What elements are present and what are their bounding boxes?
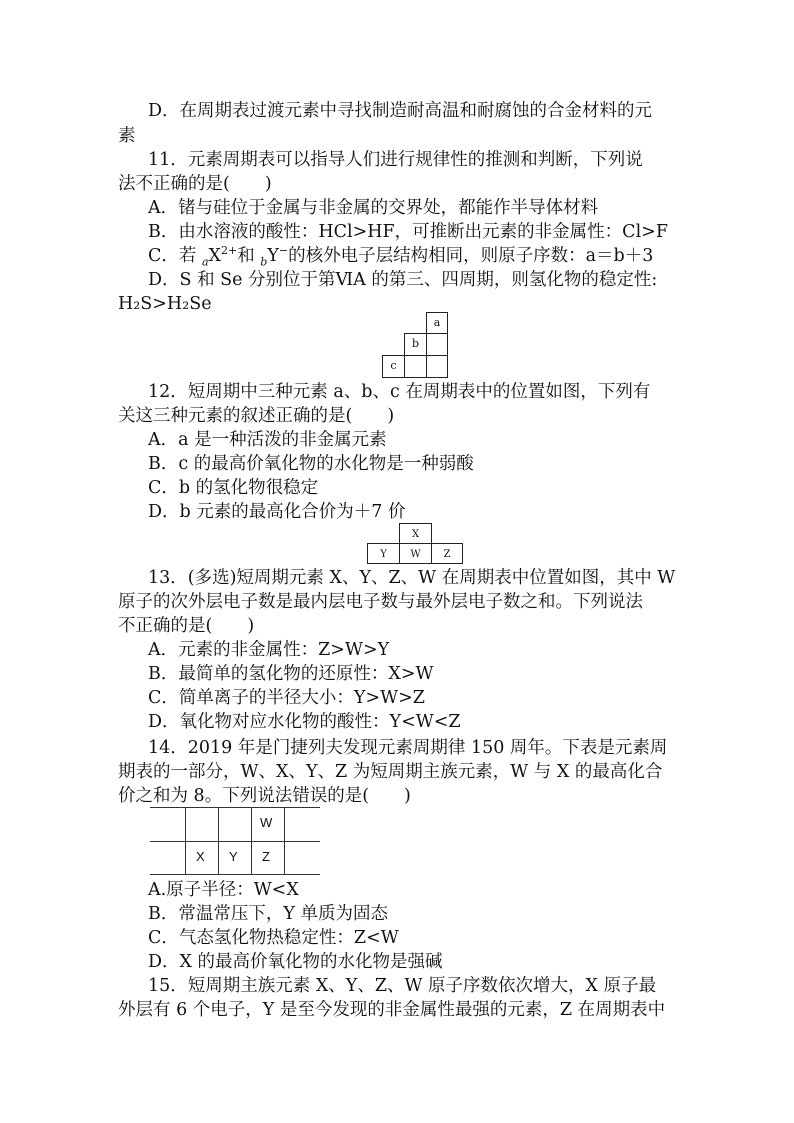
q13-label-w: W [410, 549, 421, 560]
q14-rule-v4 [284, 807, 285, 875]
q11-c-y-charge: − [278, 244, 289, 258]
q11-c-sub-a: a [201, 255, 209, 269]
q12-stem-line1: 12．短周期中三种元素 a、b、c 在周期表中的位置如图，下列有 [148, 382, 651, 402]
q11-c-and: 和 [237, 246, 255, 266]
q13-figure-grid [367, 523, 463, 564]
q12-label-a: a [433, 316, 441, 329]
q13-label-x: X [411, 529, 420, 540]
q14-label-z: Z [262, 849, 270, 864]
q13-stem-line2: 原子的次外层电子数是最内层电子数与最外层电子数之和。下列说法 [118, 592, 643, 612]
q15-stem-line1: 15．短周期主族元素 X、Y、Z、W 原子序数依次增大，X 原子最 [148, 976, 657, 996]
q14-stem-line3: 价之和为 8。下列说法错误的是( ) [118, 786, 411, 806]
q12-option-d: D．b 元素的最高化合价为＋7 价 [148, 502, 406, 522]
q14-rule-top [150, 807, 320, 808]
q10-option-d-line2: 素 [118, 126, 136, 146]
q12-cell-b [404, 333, 427, 356]
q11-option-d-line2: H₂S>H₂Se [118, 294, 212, 314]
q13-cell-w [399, 543, 432, 564]
q14-label-w: W [260, 815, 273, 830]
q14-option-c: C．气态氢化物热稳定性：Z<W [148, 928, 399, 948]
q13-label-y: Y [380, 549, 387, 560]
q13-stem-line3: 不正确的是( ) [118, 616, 255, 636]
q12-option-c: C．b 的氢化物很稳定 [148, 478, 319, 498]
q14-stem-line1: 14．2019 年是门捷列夫发现元素周期律 150 周年。下表是元素周 [148, 738, 668, 758]
q13-option-d: D．氧化物对应水化物的酸性：Y<W<Z [148, 712, 461, 732]
q11-stem-line1: 11．元素周期表可以指导人们进行规律性的推测和判断，下列说 [148, 150, 643, 170]
q13-label-z: Z [443, 549, 451, 560]
q12-figure-grid [382, 312, 448, 378]
q11-c-ion-y: Y [267, 246, 279, 266]
q14-rule-v3 [251, 807, 252, 875]
q13-cell-z [431, 543, 463, 564]
q11-option-b: B．由水溶液的酸性：HCl>HF，可推断出元素的非金属性：Cl>F [148, 222, 668, 242]
q13-option-b: B．最简单的氢化物的还原性：X>W [148, 664, 434, 684]
q12-label-c: c [390, 359, 397, 372]
q14-stem-line2: 期表的一部分，W、X、Y、Z 为短周期主族元素，W 与 X 的最高化合 [118, 762, 663, 782]
q11-option-c [148, 244, 653, 268]
q12-cell-empty-3 [426, 355, 448, 378]
q13-cell-y [367, 543, 400, 564]
q14-figure-table [150, 807, 320, 875]
q11-stem-line2: 法不正确的是( ) [118, 174, 272, 194]
q12-cell-c [382, 355, 405, 378]
q11-c-prefix: C．若 [148, 246, 197, 266]
q12-cell-a [426, 312, 448, 334]
q13-cell-x [399, 523, 432, 544]
q14-option-d: D．X 的最高价氧化物的水化物是强碱 [148, 952, 443, 972]
q12-cell-empty-2 [404, 355, 427, 378]
q12-option-b: B．c 的最高价氧化物的水化物是一种弱酸 [148, 454, 474, 474]
q12-option-a: A．a 是一种活泼的非金属元素 [148, 430, 387, 450]
q10-option-d-line1: D．在周期表过渡元素中寻找制造耐高温和耐腐蚀的合金材料的元 [148, 101, 653, 121]
q11-option-d-line1: D．S 和 Se 分别位于第ⅥA 的第三、四周期，则氢化物的稳定性: [148, 270, 658, 290]
q11-c-ion-x: X [208, 246, 221, 266]
q11-c-sub-b: b [260, 255, 268, 269]
q14-option-b: B．常温常压下，Y 单质为固态 [148, 904, 388, 924]
q12-cell-empty-1 [426, 333, 448, 356]
q12-stem-line2: 关这三种元素的叙述正确的是( ) [118, 406, 395, 426]
q11-c-x-charge: 2+ [221, 244, 238, 258]
q12-label-b: b [411, 337, 420, 350]
q13-option-c: C．简单离子的半径大小：Y>W>Z [148, 688, 425, 708]
q13-stem-line1: 13．(多选)短周期元素 X、Y、Z、W 在周期表中位置如图，其中 W [148, 568, 676, 588]
q13-option-a: A．元素的非金属性：Z>W>Y [148, 640, 390, 660]
q14-rule-bottom [150, 874, 320, 875]
q14-rule-v2 [218, 807, 219, 875]
q15-stem-line2: 外层有 6 个电子，Y 是至今发现的非金属性最强的元素，Z 在周期表中 [118, 1000, 666, 1020]
q11-option-a: A．锗与硅位于金属与非金属的交界处，都能作半导体材料 [148, 198, 599, 218]
q14-label-y: Y [229, 849, 238, 864]
q14-rule-v1 [185, 807, 186, 875]
q14-label-x: X [196, 849, 205, 864]
q14-rule-middle [150, 841, 320, 842]
q11-c-suffix: 的核外电子层结构相同，则原子序数：a＝b＋3 [288, 246, 654, 266]
q14-option-a: A.原子半径：W<X [148, 880, 299, 900]
